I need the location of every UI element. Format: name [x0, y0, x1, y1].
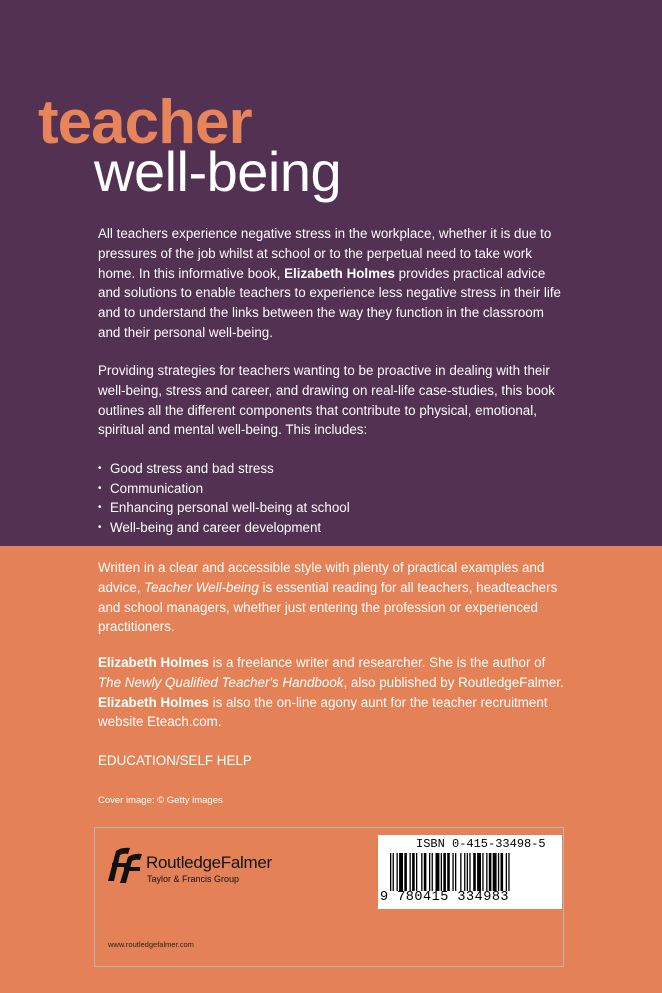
- title-well-being: well-being: [94, 140, 342, 203]
- barcode-bar: [460, 853, 461, 891]
- title-teacher: teacher: [38, 88, 252, 157]
- barcode-bar: [498, 853, 499, 891]
- barcode-bar: [432, 853, 433, 891]
- publisher-group: Taylor & Francis Group: [147, 874, 240, 884]
- author-name: Elizabeth Holmes: [284, 265, 395, 281]
- isbn-number: ISBN 0-415-33498-5: [416, 837, 546, 851]
- barcode-bar: [393, 853, 394, 891]
- barcode-bar: [473, 853, 476, 891]
- barcode-bar: [452, 853, 453, 891]
- barcode-bar: [421, 853, 422, 891]
- publisher-name: RoutledgeFalmer: [146, 853, 272, 872]
- barcode-bar: [443, 853, 446, 891]
- description-paragraph-2: Providing strategies for teachers wanting to be proactive in dealing with their well-being, stress and career, and drawing on real-life case-studies, this book outlines all the different components that contribute to physical, emotional, spiritual and mental well-being. This includes:: [98, 363, 556, 438]
- barcode-bar: [436, 853, 440, 891]
- barcode-bar: [482, 853, 483, 891]
- publisher-url: www.routledgefalmer.com: [108, 940, 194, 949]
- barcode-bar: [399, 853, 403, 891]
- topics-list: [98, 459, 350, 537]
- publisher-logo: [108, 845, 288, 890]
- barcode-digits: 9 780415 334983: [380, 890, 510, 905]
- barcode-bar: [455, 853, 456, 891]
- barcode-bar: [412, 853, 415, 891]
- category-label: EDUCATION/SELF HELP: [98, 753, 252, 768]
- barcode-bar: [489, 853, 492, 891]
- barcode-bar: [410, 853, 411, 891]
- barcode-bars: [390, 853, 554, 891]
- barcode-bar: [467, 853, 468, 891]
- book-title: Teacher Well-being: [144, 579, 259, 595]
- barcode-bar: [493, 853, 497, 891]
- barcode-bar: [416, 853, 417, 891]
- list-item: • Good stress and bad stress: [98, 459, 350, 479]
- barcode-bar: [424, 853, 427, 891]
- barcode-bar: [477, 853, 481, 891]
- barcode-bar: [390, 853, 391, 891]
- description-paragraph-1: All teachers experience negative stress in the workplace, whether it is due to pressures of the job whilst at school or to the perpetual need to take work home. In this informative book, Elizabeth Holmes provides practical advice and solutions to enable teachers to experience less negative stress in their life and to understand the links between the way they function in the classroom and their personal well-being.: [98, 226, 561, 340]
- barcode-bar: [506, 853, 507, 891]
- cover-credit: Cover image: © Getty images: [98, 795, 223, 806]
- list-item: • Communication: [98, 479, 350, 499]
- barcode-bar: [404, 853, 407, 891]
- list-item: • Enhancing personal well-being at school: [98, 498, 350, 518]
- barcode-bar: [397, 853, 398, 891]
- list-item: • Well-being and career development: [98, 518, 350, 538]
- description-paragraph-3: Written in a clear and accessible style with plenty of practical examples and advice, Teacher Well-being is essential reading for all teachers, headteachers and school managers, whether just entering the profession or experienced practitioners.: [98, 560, 558, 635]
- barcode-bar: [441, 853, 442, 891]
- routledge-logo-icon: [108, 845, 144, 885]
- barcode-bar: [486, 853, 487, 891]
- barcode-bar: [464, 853, 465, 891]
- author-bio: Elizabeth Holmes is a freelance writer and researcher. She is the author of The Newly Qualified Teacher's Handbook, also published by RoutledgeFalmer. Elizabeth Holmes is also the on-line agony aunt for the teacher recruitment website Eteach.com.: [98, 655, 564, 730]
- barcode-bar: [508, 853, 509, 891]
- barcode-bar: [447, 853, 450, 891]
- barcode-bar: [469, 853, 470, 891]
- barcode-bar: [501, 853, 504, 891]
- barcode-bar: [429, 853, 430, 891]
- barcode: [378, 835, 562, 909]
